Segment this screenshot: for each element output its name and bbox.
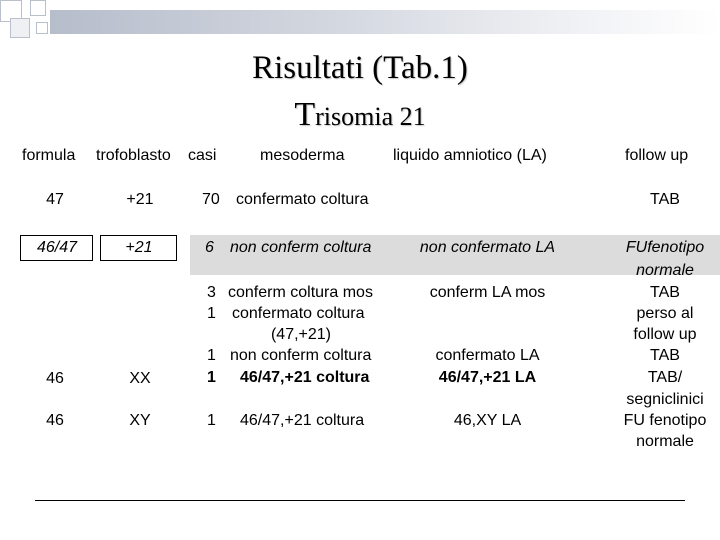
g3-meso-5: 46/47,+21 coltura bbox=[240, 369, 370, 386]
header-mesoderma: mesoderma bbox=[260, 147, 345, 164]
g3-trofoblasto: XX bbox=[129, 370, 151, 387]
row4-casi: 1 bbox=[207, 412, 216, 429]
g3-follow-3: follow up bbox=[633, 326, 697, 343]
row4-trofoblasto: XY bbox=[129, 412, 151, 429]
row2-trofoblasto: +21 bbox=[125, 239, 153, 256]
header-casi: casi bbox=[188, 147, 217, 164]
row4-formula: 46 bbox=[46, 412, 64, 429]
g3-follow-2: perso al bbox=[636, 305, 694, 322]
row2-mesoderma: non conferm coltura bbox=[230, 239, 372, 256]
header-trofoblasto: trofoblasto bbox=[96, 147, 171, 164]
decorative-square bbox=[36, 22, 48, 34]
g3-casi-2: 1 bbox=[207, 305, 216, 322]
row4-follow-1: FU fenotipo bbox=[623, 412, 707, 429]
subtitle-initial: T bbox=[294, 96, 316, 133]
g3-formula: 46 bbox=[46, 370, 64, 387]
g3-casi-5: 1 bbox=[207, 369, 216, 386]
g3-casi-1: 3 bbox=[207, 284, 216, 301]
g3-meso-3: (47,+21) bbox=[270, 326, 332, 343]
decorative-square bbox=[30, 0, 46, 16]
header-liquido: liquido amniotico (LA) bbox=[393, 147, 547, 164]
g3-meso-2: confermato coltura bbox=[232, 305, 365, 322]
row1-follow: TAB bbox=[650, 191, 680, 208]
row4-liquido: 46,XY LA bbox=[453, 412, 522, 429]
row1-mesoderma: confermato coltura bbox=[236, 191, 369, 208]
row1-trofoblasto: +21 bbox=[126, 191, 154, 208]
g3-follow-4: TAB bbox=[650, 347, 680, 364]
header-formula: formula bbox=[22, 147, 76, 164]
g3-meso-1: conferm coltura mos bbox=[228, 284, 373, 301]
g3-liquido-1: conferm LA mos bbox=[429, 284, 546, 301]
slide-subtitle bbox=[200, 96, 520, 134]
slide-title: Risultati (Tab.1) bbox=[252, 50, 468, 86]
header-follow: follow up bbox=[625, 147, 689, 164]
subtitle-rest: risomia 21 bbox=[315, 102, 426, 131]
row2-liquido: non confermato LA bbox=[419, 239, 556, 256]
g3-liquido-3: 46/47,+21 LA bbox=[438, 369, 537, 386]
row1-formula: 47 bbox=[46, 191, 64, 208]
header-gradient-bar bbox=[50, 10, 720, 34]
g3-follow-5: TAB/ bbox=[647, 369, 683, 386]
row2-formula: 46/47 bbox=[36, 239, 78, 256]
row4-follow-2: normale bbox=[636, 433, 694, 450]
g3-casi-4: 1 bbox=[207, 347, 216, 364]
bottom-rule bbox=[35, 500, 685, 501]
row2-casi: 6 bbox=[205, 239, 214, 256]
row4-mesoderma: 46/47,+21 coltura bbox=[240, 412, 365, 429]
decorative-square bbox=[10, 18, 30, 38]
g3-follow-1: TAB bbox=[650, 284, 680, 301]
g3-meso-4: non conferm coltura bbox=[230, 347, 372, 364]
row1-casi: 70 bbox=[202, 191, 220, 208]
g3-liquido-2: confermato LA bbox=[435, 347, 540, 364]
row2-follow-line1: FUfenotipo bbox=[625, 239, 705, 256]
g3-follow-6: segniclinici bbox=[626, 391, 704, 408]
row2-follow-line2: normale bbox=[636, 262, 694, 279]
